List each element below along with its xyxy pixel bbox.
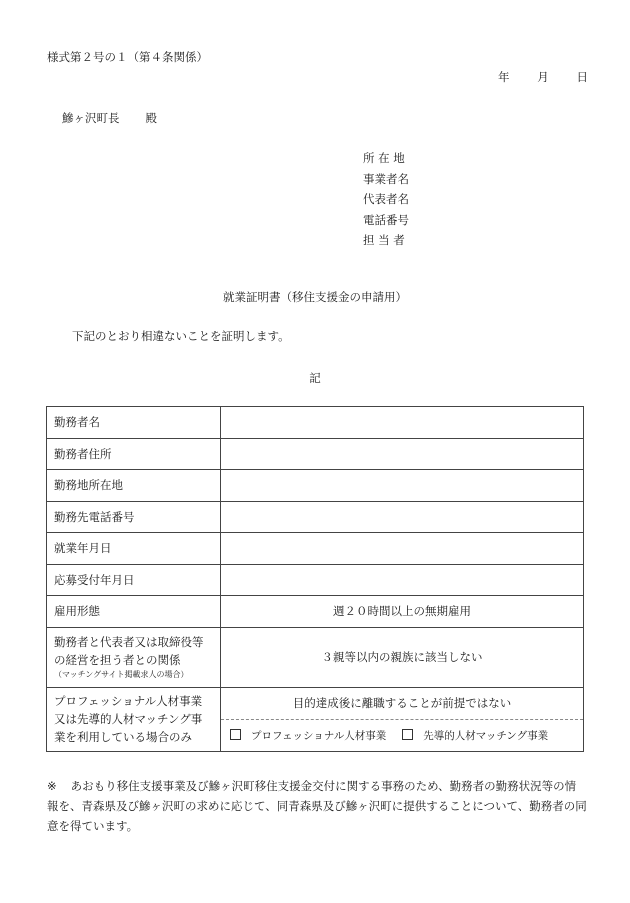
employment-detail-table bbox=[46, 406, 584, 752]
program-options bbox=[221, 719, 584, 751]
application-date-cell[interactable] bbox=[221, 564, 584, 596]
table-row bbox=[47, 627, 584, 687]
field-address: 所 在 地 bbox=[363, 151, 405, 165]
row-label: 勤務先電話番号 bbox=[47, 501, 221, 533]
row-label: 就業年月日 bbox=[47, 533, 221, 565]
row-label: 勤務地所在地 bbox=[47, 470, 221, 502]
relation-label-note: （マッチングサイト掲載求人の場合） bbox=[54, 670, 189, 679]
relation-label-line2: の経営を担う者との関係 bbox=[54, 653, 181, 667]
table-row bbox=[47, 564, 584, 596]
consent-note bbox=[47, 776, 587, 836]
addressee-honorific: 殿 bbox=[145, 111, 157, 125]
program-condition-value: 目的達成後に離職することが前提ではない bbox=[221, 687, 584, 719]
table-row bbox=[47, 596, 584, 628]
relation-label-line1: 勤務者と代表者又は取締役等 bbox=[54, 635, 204, 649]
table-row bbox=[47, 687, 584, 719]
ki-heading: 記 bbox=[309, 371, 321, 385]
table-row bbox=[47, 533, 584, 565]
row-label: 応募受付年月日 bbox=[47, 564, 221, 596]
relation-label bbox=[47, 627, 221, 687]
row-label: 勤務者名 bbox=[47, 407, 221, 439]
date-month-label: 月 bbox=[537, 70, 549, 84]
row-label: 勤務者住所 bbox=[47, 438, 221, 470]
certification-statement: 下記のとおり相違ないことを証明します。 bbox=[72, 329, 290, 343]
program-label-line3: 業を利用している場合のみ bbox=[54, 730, 192, 744]
addressee-name: 鰺ヶ沢町長 bbox=[62, 111, 120, 125]
employment-type-value: 週２０時間以上の無期雇用 bbox=[221, 596, 584, 628]
table-row bbox=[47, 407, 584, 439]
program-label-line2: 又は先導的人材マッチング事 bbox=[54, 712, 203, 726]
program-label bbox=[47, 687, 221, 751]
relation-value: ３親等以内の親族に該当しない bbox=[221, 627, 584, 687]
worker-name-cell[interactable] bbox=[221, 407, 584, 439]
document-title: 就業証明書（移住支援金の申請用） bbox=[223, 290, 407, 304]
professional-talent-option-label: プロフェッショナル人材事業 bbox=[251, 729, 387, 742]
field-phone: 電話番号 bbox=[363, 212, 409, 227]
table-row bbox=[47, 470, 584, 502]
workplace-phone-cell[interactable] bbox=[221, 501, 584, 533]
note-mark: ※ bbox=[47, 779, 57, 793]
form-number: 様式第２号の１（第４条関係） bbox=[47, 50, 208, 64]
field-contact-person: 担 当 者 bbox=[363, 233, 405, 247]
addressee bbox=[62, 110, 157, 126]
leading-matching-checkbox[interactable] bbox=[402, 729, 413, 740]
workplace-address-cell[interactable] bbox=[221, 470, 584, 502]
employment-date-cell[interactable] bbox=[221, 533, 584, 565]
table-row bbox=[47, 438, 584, 470]
date-year-label: 年 bbox=[498, 70, 510, 84]
professional-talent-checkbox[interactable] bbox=[230, 729, 241, 740]
field-representative: 代表者名 bbox=[363, 192, 409, 206]
program-label-line1: プロフェッショナル人材事業 bbox=[54, 694, 203, 708]
leading-matching-option-label: 先導的人材マッチング事業 bbox=[423, 729, 549, 742]
field-company-name: 事業者名 bbox=[363, 171, 409, 186]
date-day-label: 日 bbox=[576, 70, 588, 84]
worker-address-cell[interactable] bbox=[221, 438, 584, 470]
date-line bbox=[498, 69, 588, 85]
applicant-fields bbox=[363, 148, 409, 251]
row-label: 雇用形態 bbox=[47, 596, 221, 628]
table-row bbox=[47, 501, 584, 533]
note-text: あおもり移住支援事業及び鰺ヶ沢町移住支援金交付に関する事務のため、勤務者の勤務状況等の情報を、青森県及び鰺ヶ沢町の求めに応じて、同青森県及び鰺ヶ沢町に提供することについて、勤務者の同意を得ています。 bbox=[47, 779, 587, 833]
